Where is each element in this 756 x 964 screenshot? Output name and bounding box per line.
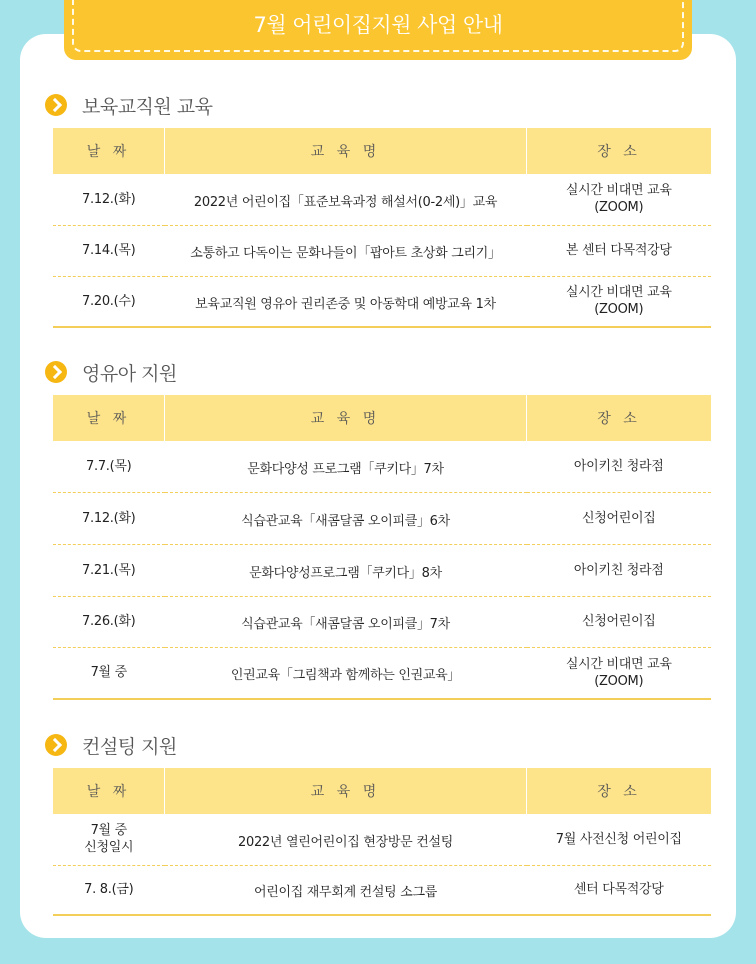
table-row (53, 441, 711, 492)
name-cell: 소통하고 다독이는 문화나들이「팝아트 초상화 그리기」 (165, 225, 527, 276)
name-cell: 식습관교육「새콤달콤 오이피클」7차 (165, 596, 527, 647)
table-row (53, 225, 711, 276)
table-row (53, 596, 711, 647)
section-header (53, 355, 703, 389)
place-header: 장 소 (527, 128, 712, 174)
chevron-right-icon (45, 734, 67, 756)
date-header: 날 짜 (53, 768, 165, 814)
section-title: 컨설팅 지원 (82, 735, 177, 758)
date-cell: 7. 8.(금) (53, 865, 165, 915)
place-cell: 아이키친 청라점 (527, 544, 712, 596)
place-cell: 센터 다목적강당 (527, 865, 712, 915)
place-cell: 7월 사전신청 어린이집 (527, 814, 712, 865)
name-cell: 문화다양성 프로그램「쿠키다」7차 (165, 441, 527, 492)
section-header (53, 88, 703, 122)
name-cell: 2022년 열린어린이집 현장방문 컨설팅 (165, 814, 527, 865)
name-header: 교 육 명 (165, 395, 527, 441)
date-cell: 7.12.(화) (53, 174, 165, 225)
table-row (53, 492, 711, 544)
date-cell: 7월 중 (53, 647, 165, 699)
title-banner (64, 0, 692, 60)
table-row (53, 544, 711, 596)
section-title: 보육교직원 교육 (82, 95, 213, 118)
table-header-row (53, 128, 711, 174)
date-cell: 7.14.(목) (53, 225, 165, 276)
place-cell: 아이키친 청라점 (527, 441, 712, 492)
name-cell: 보육교직원 영유아 권리존중 및 아동학대 예방교육 1차 (165, 276, 527, 327)
place-cell: 실시간 비대면 교육 (ZOOM) (527, 647, 712, 699)
name-cell: 문화다양성프로그램「쿠키다」8차 (165, 544, 527, 596)
place-cell: 신청어린이집 (527, 596, 712, 647)
section-3 (53, 728, 703, 916)
date-cell: 7.7.(목) (53, 441, 165, 492)
section-header (53, 728, 703, 762)
section-title: 영유아 지원 (82, 362, 177, 385)
schedule-table (53, 768, 711, 916)
date-cell: 7.20.(수) (53, 276, 165, 327)
date-header: 날 짜 (53, 395, 165, 441)
table-header-row (53, 768, 711, 814)
date-cell: 7.21.(목) (53, 544, 165, 596)
name-header: 교 육 명 (165, 768, 527, 814)
name-header: 교 육 명 (165, 128, 527, 174)
chevron-right-icon (45, 361, 67, 383)
place-header: 장 소 (527, 395, 712, 441)
date-cell: 7월 중 신청일시 (53, 814, 165, 865)
name-cell: 인권교육「그림책과 함께하는 인권교육」 (165, 647, 527, 699)
table-row (53, 647, 711, 699)
table-row (53, 814, 711, 865)
table-header-row (53, 395, 711, 441)
name-cell: 식습관교육「새콤달콤 오이피클」6차 (165, 492, 527, 544)
table-row (53, 865, 711, 915)
date-cell: 7.26.(화) (53, 596, 165, 647)
place-header: 장 소 (527, 768, 712, 814)
section-2 (53, 355, 703, 700)
page-title: 7월 어린이집지원 사업 안내 (253, 13, 503, 37)
place-cell: 신청어린이집 (527, 492, 712, 544)
date-cell: 7.12.(화) (53, 492, 165, 544)
date-header: 날 짜 (53, 128, 165, 174)
place-cell: 본 센터 다목적강당 (527, 225, 712, 276)
schedule-table (53, 128, 711, 328)
section-1 (53, 88, 703, 328)
table-row (53, 276, 711, 327)
chevron-right-icon (45, 94, 67, 116)
place-cell: 실시간 비대면 교육 (ZOOM) (527, 174, 712, 225)
schedule-table (53, 395, 711, 700)
name-cell: 2022년 어린이집「표준보육과정 해설서(0-2세)」교육 (165, 174, 527, 225)
name-cell: 어린이집 재무회계 컨설팅 소그룹 (165, 865, 527, 915)
place-cell: 실시간 비대면 교육 (ZOOM) (527, 276, 712, 327)
table-row (53, 174, 711, 225)
